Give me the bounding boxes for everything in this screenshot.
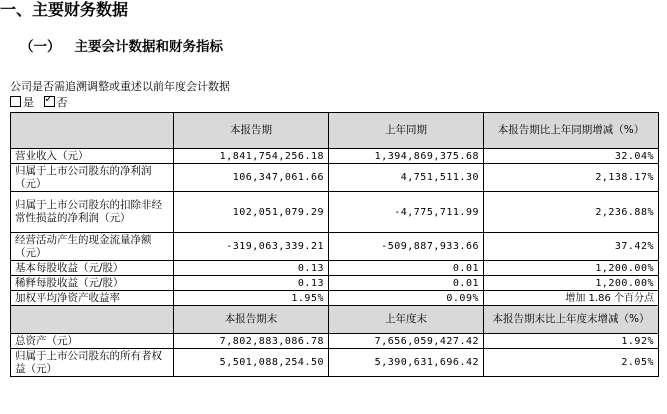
value-cell: 1.95%	[174, 291, 329, 306]
header-cell: 本报告期末	[174, 306, 329, 334]
value-cell: -509,887,933.66	[329, 233, 484, 261]
option-no[interactable]	[44, 96, 68, 110]
row-label: 归属于上市公司股东的净利润（元）	[11, 164, 174, 192]
change-cell: 1,200.00%	[484, 276, 659, 291]
header-cell: 本报告期	[174, 113, 329, 149]
checkbox-yes-icon[interactable]	[10, 96, 21, 107]
value-cell: 0.01	[329, 276, 484, 291]
value-cell: -319,063,339.21	[174, 233, 329, 261]
value-cell: 7,802,883,086.78	[174, 334, 329, 349]
subsection-text: 主要会计数据和财务指标	[74, 39, 223, 55]
option-no-label: 否	[56, 96, 68, 109]
option-yes[interactable]	[10, 96, 34, 110]
change-cell: 2,236.88%	[484, 192, 659, 233]
value-cell: 0.13	[174, 261, 329, 276]
header-cell	[11, 306, 174, 334]
value-cell: 5,390,631,696.42	[329, 349, 484, 377]
change-cell: 2,138.17%	[484, 164, 659, 192]
value-cell: 1,394,869,375.68	[329, 149, 484, 164]
value-cell: 0.09%	[329, 291, 484, 306]
option-yes-label: 是	[23, 96, 34, 109]
row-label: 经营活动产生的现金流量净额（元）	[11, 233, 174, 261]
value-cell: 0.01	[329, 261, 484, 276]
table-row	[11, 192, 659, 233]
value-cell: 0.13	[174, 276, 329, 291]
row-label: 加权平均净资产收益率	[11, 291, 174, 306]
row-label: 营业收入（元）	[11, 149, 174, 164]
value-cell: 1,841,754,256.18	[174, 149, 329, 164]
table-row	[11, 149, 659, 164]
subsection-number: （一）	[20, 39, 61, 55]
header-cell: 本报告期比上年同期增减（%）	[484, 113, 659, 149]
value-cell: -4,775,711.99	[329, 192, 484, 233]
table-header-row	[11, 306, 659, 334]
table-row	[11, 261, 659, 276]
table-header-row	[11, 113, 659, 149]
checkbox-no-checked-icon[interactable]	[44, 96, 55, 107]
header-cell: 上年同期	[329, 113, 484, 149]
value-cell: 106,347,061.66	[174, 164, 329, 192]
table-row	[11, 291, 659, 306]
change-cell: 2.05%	[484, 349, 659, 377]
row-label: 归属于上市公司股东的所有者权益（元）	[11, 349, 174, 377]
change-cell: 1,200.00%	[484, 261, 659, 276]
row-label: 总资产（元）	[11, 334, 174, 349]
table-row	[11, 349, 659, 377]
header-cell: 本报告期末比上年度末增减（%）	[484, 306, 659, 334]
change-cell: 1.92%	[484, 334, 659, 349]
value-cell: 7,656,059,427.42	[329, 334, 484, 349]
restate-note: 公司是否需追溯调整或重述以前年度会计数据	[10, 80, 230, 93]
restate-choice	[10, 96, 68, 110]
header-cell	[11, 113, 174, 149]
row-label: 基本每股收益（元/股）	[11, 261, 174, 276]
row-label: 归属于上市公司股东的扣除非经常性损益的净利润（元）	[11, 192, 174, 233]
change-cell: 32.04%	[484, 149, 659, 164]
value-cell: 5,501,088,254.50	[174, 349, 329, 377]
table-row	[11, 164, 659, 192]
row-label: 稀释每股收益（元/股）	[11, 276, 174, 291]
value-cell: 4,751,511.30	[329, 164, 484, 192]
header-cell: 上年度末	[329, 306, 484, 334]
financial-data-table	[10, 112, 659, 377]
change-cell: 37.42%	[484, 233, 659, 261]
table-row	[11, 233, 659, 261]
section-title: 一、主要财务数据	[0, 0, 129, 19]
value-cell: 102,051,079.29	[174, 192, 329, 233]
table-row	[11, 334, 659, 349]
subsection-title	[20, 38, 223, 56]
change-cell: 增加 1.86 个百分点	[484, 291, 659, 306]
table-row	[11, 276, 659, 291]
